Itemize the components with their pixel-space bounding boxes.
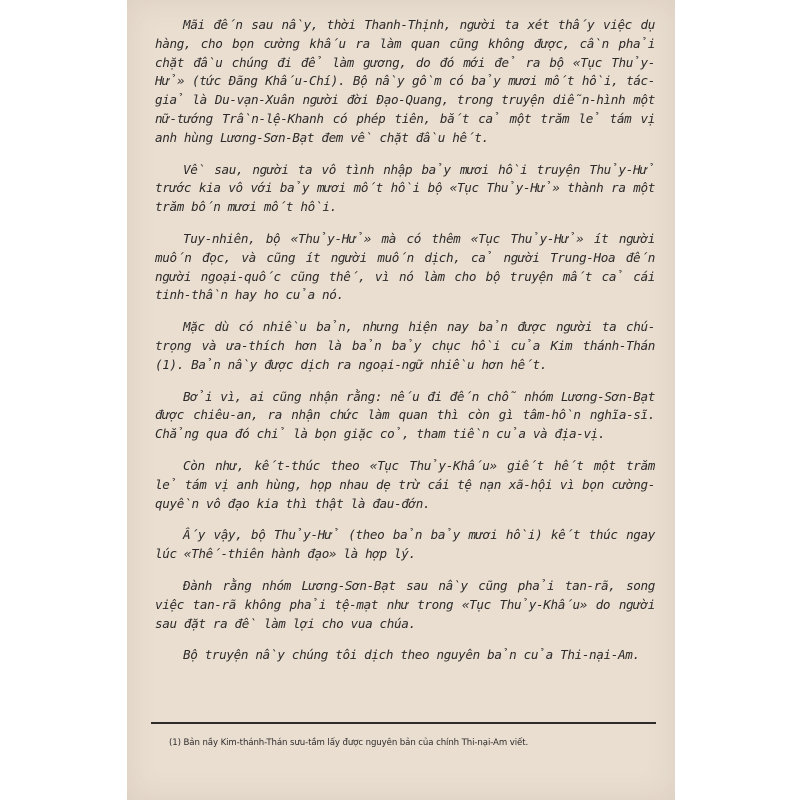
- paragraph-6: Còn như, kết-thúc theo «Tục Thủy-Khấu» giết hết một trăm lẻ tám vị anh hùng, họp nhau dẹ trừ cái tệ nạn xã-hội vì bọn cường-quyền vô đạo kia thì thật là đau-đớn.: [155, 457, 655, 511]
- paragraph-4: Mặc dù có nhiều bản, nhưng hiện nay bản được người ta chú-trọng và ưa-thích hơn là bản bảy chục hồi của Kim thánh-Thán (1). Bản nầy được dịch ra ngoại-ngữ nhiều hơn hết.: [155, 319, 655, 372]
- footnote-divider: [151, 722, 656, 724]
- paragraph-2: Về sau, người ta vô tình nhập bảy mươi hồi truyện Thủy-Hử trước kia vô với bảy mươi mốt hồi bộ «Tục Thủy-Hử» thành ra một trăm bốn mươi mốt hồi.: [155, 161, 655, 215]
- paragraph-7: Ấy vậy, bộ Thủy-Hử (theo bản bảy mươi hồi) kết thúc ngay lúc «Thế-thiên hành đạo» là hợp lý.: [155, 527, 655, 562]
- paragraph-9: Bộ truyện nầy chúng tôi dịch theo nguyên bản của Thi-nại-Am.: [183, 647, 640, 663]
- footnote: (1) Bản nầy Kim-thánh-Thán sưu-tầm lấy được nguyên bản của chính Thi-nại-Am viết.: [169, 738, 529, 748]
- book-page: [127, 0, 675, 800]
- body-text: [155, 16, 655, 665]
- paragraph-1: Mãi đến sau nầy, thời Thanh-Thịnh, người ta xét thấy việc dụ hàng, cho bọn cường khấu ra làm quan cũng không được, cần phải chặt đầu chúng đi để làm gương, do đó mới đẻ ra bộ «Tục Thủy-Hử» (tức Đãng Khấu-Chí). Bộ nầy gồm có bảy mươi mốt hồi, tác-giả là Du-vạn-Xuân người đời Đạo-Quang, trong truyện diễn-hình một nữ-tướng Trần-lệ-Khanh có phép tiên, bắt cả một trăm lẻ tám vị anh hùng Lương-Sơn-Bạt đem về chặt đầu hết.: [155, 17, 655, 145]
- paragraph-8: Đành rằng nhóm Lương-Sơn-Bạt sau nầy cũng phải tan-rã, song việc tan-rã không phải tệ-mạt như trong «Tục Thủy-Khấu» do người sau đặt ra đề làm lợi cho vua chúa.: [155, 577, 655, 631]
- paragraph-3: Tuy-nhiên, bộ «Thủy-Hử» mà có thêm «Tục Thủy-Hử» ít người muốn đọc, và cũng ít người muốn dịch, cả người Trung-Hoa đến người ngoại-quốc cũng thế, vì nó làm cho bộ truyện mất cả cái tinh-thần hay ho của nó.: [155, 230, 655, 303]
- paragraph-5: Bởi vì, ai cũng nhận rằng: nếu đi đến chỗ nhóm Lương-Sơn-Bạt được chiêu-an, ra nhận chức làm quan thì còn gì tâm-hồn nghĩa-sĩ. Chẳng qua đó chỉ là bọn giặc cỏ, tham tiền của và địa-vị.: [155, 388, 655, 442]
